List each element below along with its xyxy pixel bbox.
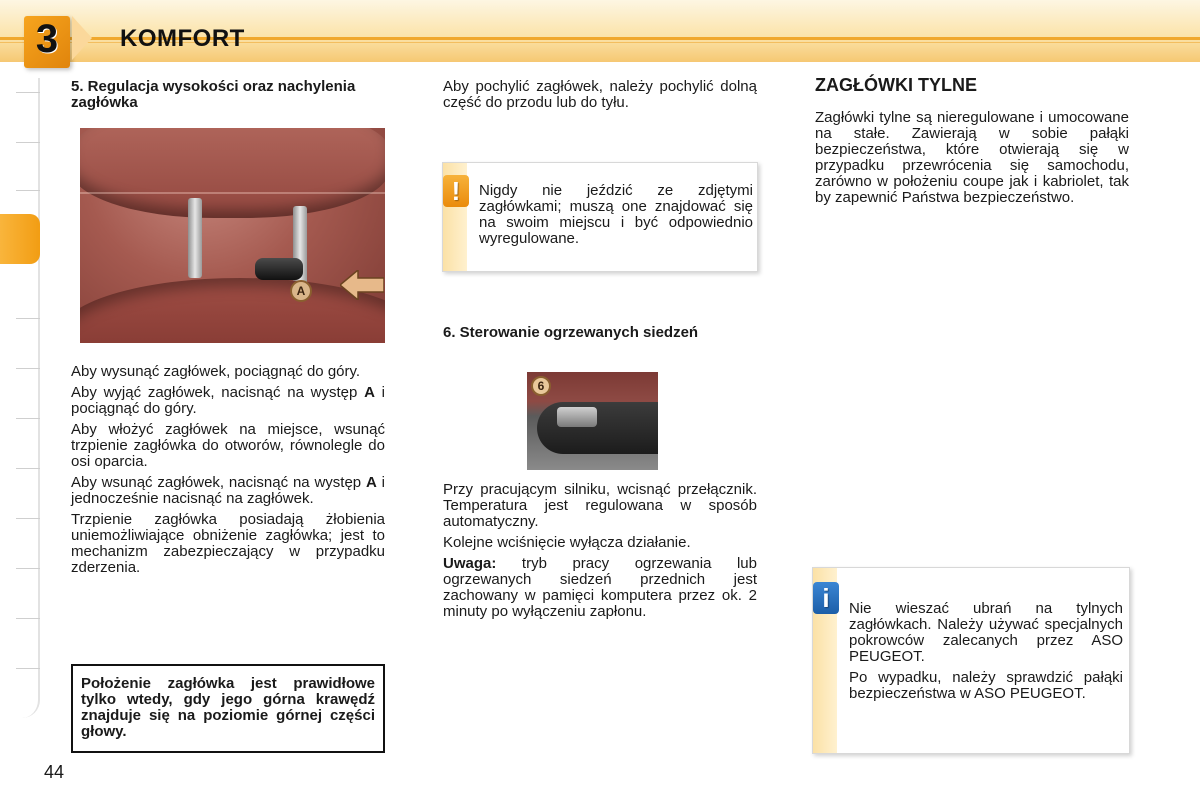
warning-text: Nigdy nie jeździć ze zdjętymi zagłówkami; muszą one znajdować się na swoim miejscu i być odpowiednio wyregulowane. (479, 182, 753, 247)
paragraph: Aby włożyć zagłówek na miejsce, wsunąć trzpienie zagłówka do otworów, równolegle do osi oparcia. (71, 421, 385, 470)
figure-marker-a: A (290, 280, 312, 302)
section-heading-heated-seats: 6. Sterowanie ogrzewanych siedzeń (443, 324, 699, 341)
headrest-instructions (71, 364, 385, 581)
arrow-left-icon (340, 270, 384, 300)
paragraph: Nie wieszać ubrań na tylnych zagłówkach. Należy używać specjalnych pokrowców zalecanych przez ASO PEUGEOT. (849, 600, 1123, 665)
warning-box (442, 162, 758, 272)
headrest-photo (80, 128, 385, 343)
page-title: KOMFORT (120, 25, 245, 52)
paragraph: Po wypadku, należy sprawdzić pałąki bezpieczeństwa w ASO PEUGEOT. (849, 669, 1123, 702)
side-notch (16, 568, 40, 569)
side-notch (16, 668, 40, 669)
paragraph: Aby wysunąć zagłówek, pociągnąć do góry. (71, 363, 361, 380)
heated-seat-switch-photo (527, 372, 658, 470)
paragraph: Aby wsunąć zagłówek, nacisnąć na występ A i jednocześnie nacisnąć na zagłówek. (71, 474, 386, 507)
page-number: 44 (44, 762, 65, 782)
info-icon: i (813, 582, 839, 614)
heated-seats-instructions (443, 482, 757, 625)
side-notch (16, 142, 40, 143)
headrest-release-tab (255, 258, 303, 280)
switch-panel (537, 402, 658, 454)
important-note-box: Położenie zagłówka jest prawidłowe tylko wtedy, gdy jego górna krawędź znajduje się na poziomie górnej części głowy. (71, 664, 385, 753)
section-heading-rear-headrests: ZAGŁÓWKI TYLNE (815, 75, 977, 95)
paragraph: Przy pracującym silniku, wcisnąć przełącznik. Temperatura jest regulowana w sposób automatyczny. (443, 481, 757, 530)
chapter-number: 3 (35, 17, 59, 61)
side-notch (16, 190, 40, 191)
headrest-cushion (80, 128, 385, 218)
side-notch (16, 618, 40, 619)
switch-button (557, 407, 597, 427)
info-box (812, 567, 1130, 754)
paragraph: Uwaga: tryb pracy ogrzewania lub ogrzewanych siedzeń przednich jest zachowany w pamięci komputera przez ok. 2 minuty po wyłączeniu zapłonu. (443, 555, 757, 620)
headrest-seam (80, 192, 385, 194)
paragraph: Kolejne wciśnięcie wyłącza działanie. (443, 534, 691, 551)
side-notch (16, 468, 40, 469)
tilt-instructions: Aby pochylić zagłówek, należy pochylić dolną część do przodu lub do tyłu. (443, 78, 757, 111)
side-navigation-rail (0, 78, 40, 718)
chevron-right-icon (72, 16, 92, 60)
figure-marker-6: 6 (531, 376, 551, 396)
paragraph: Aby wyjąć zagłówek, nacisnąć na występ A i pociągnąć do góry. (71, 384, 385, 417)
warning-icon: ! (443, 175, 469, 207)
rear-headrests-text: Zagłówki tylne są nieregulowane i umocowane na stałe. Zawierają w sobie pałąki bezpieczeństwa, które otwierają się w przypadku przewrócenia się samochodu, zarówno w położeniu coupe jak i kabriolet, tak by zapewnić Państwa bezpieczeństwo. (815, 109, 1129, 206)
chapter-tab-active[interactable] (0, 214, 40, 264)
side-notch (16, 318, 40, 319)
side-notch (16, 92, 40, 93)
section-heading-headrest-adjustment: 5. Regulacja wysokości oraz nachylenia zagłówka (71, 78, 356, 111)
paragraph: Trzpienie zagłówka posiadają żłobienia uniemożliwiające obniżenie zagłówka; jest to mechanizm zabezpieczający w przypadku zderzenia. (71, 511, 385, 576)
info-text (849, 601, 1123, 707)
headrest-post (188, 198, 202, 278)
side-notch (16, 518, 40, 519)
side-notch (16, 418, 40, 419)
side-notch (16, 368, 40, 369)
